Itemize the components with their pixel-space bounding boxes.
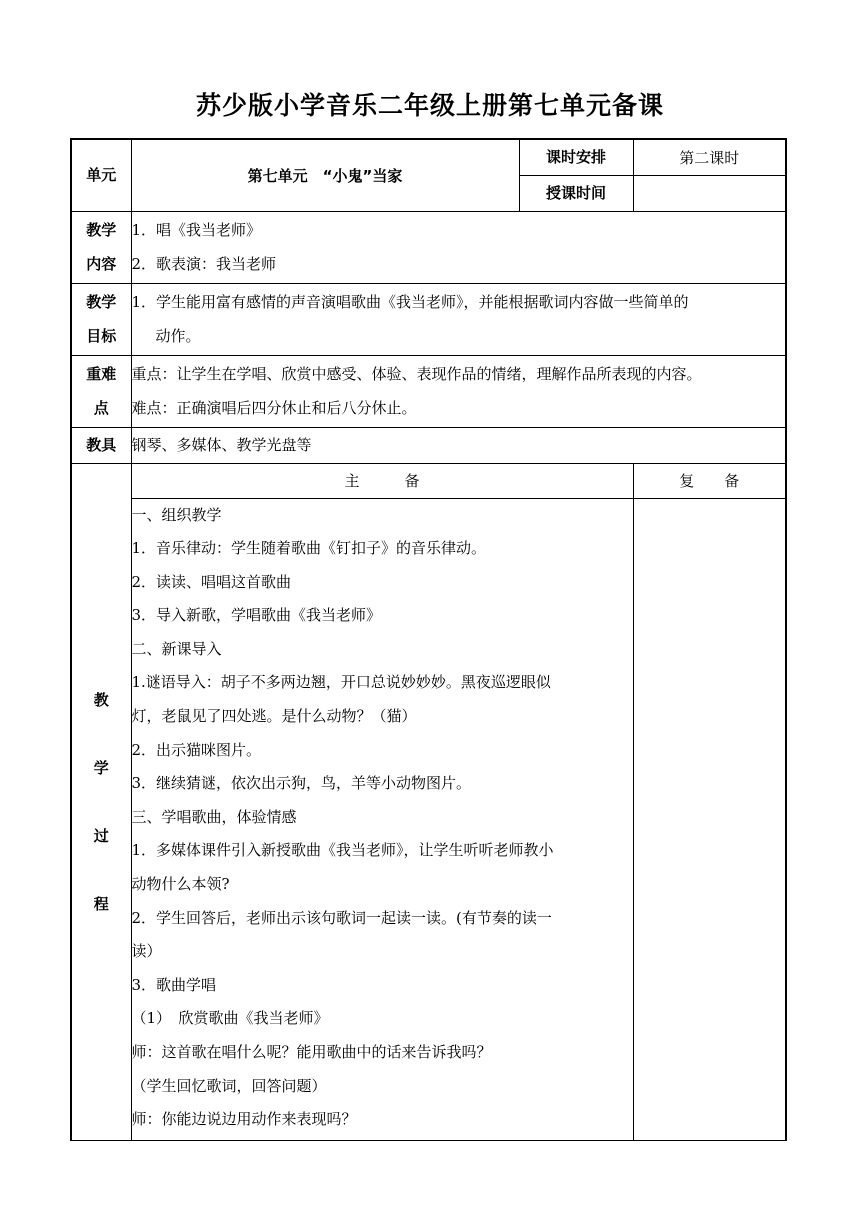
tools-text: 钢琴、多媒体、教学光盘等: [131, 436, 312, 454]
process-line: 2．学生回答后，老师出示该句歌词一起读一读。(有节奏的读一: [131, 908, 552, 927]
process-line: （1） 欣赏歌曲《我当老师》: [131, 1009, 329, 1028]
teaching-time-value: [633, 175, 786, 211]
lesson-plan-table: [70, 138, 787, 1141]
process-line: 3．继续猜谜，依次出示狗，鸟，羊等小动物图片。: [131, 774, 472, 793]
goals-label: [71, 283, 131, 355]
process-label: [71, 463, 131, 1140]
process-line: 二、新课导入: [131, 639, 222, 658]
key-point: 重点：让学生在学唱、欣赏中感受、体验、表现作品的情绪，理解作品所表现的内容。: [131, 365, 702, 383]
content-item: 1．唱《我当老师》: [131, 221, 262, 239]
process-line: 师：这首歌在唱什么呢？能用歌曲中的话来告诉我吗？: [131, 1043, 492, 1061]
goals-label-line-2: 目标: [86, 327, 117, 345]
tools-label: 教具: [71, 427, 131, 463]
goal-line: 动作。: [155, 327, 201, 345]
process-line: 一、组织教学: [131, 505, 222, 524]
process-line: 三、学唱歌曲，体验情感: [131, 807, 297, 826]
content-label-line-1: 教学: [86, 221, 117, 239]
process-line: 2．出示猫咪图片。: [131, 740, 262, 759]
review-prep-body: [633, 498, 786, 1140]
hard-point: 难点：正确演唱后四分休止和后八分休止。: [131, 399, 417, 417]
process-line: 师：你能边说边用动作来表现吗？: [131, 1110, 357, 1129]
schedule-label: 课时安排: [519, 139, 633, 175]
unit-title: 第七单元 “小鬼”当家: [131, 139, 519, 211]
process-label-char: 教: [93, 690, 109, 709]
difficulty-label-line-2: 点: [93, 399, 109, 417]
difficulty-label-line-1: 重难: [86, 365, 117, 383]
review-prep-header: 复 备: [633, 463, 786, 498]
unit-label: 单元: [71, 139, 131, 211]
process-line: 灯，老鼠见了四处逃。是什么动物？（猫）: [131, 707, 417, 726]
process-line: 1.谜语导入：胡子不多两边翘，开口总说妙妙妙。黑夜巡逻眼似: [131, 673, 551, 692]
content-label: [71, 211, 131, 283]
tools-value: [131, 427, 786, 463]
teaching-time-label: 授课时间: [519, 175, 633, 211]
difficulty-cell: [131, 355, 786, 427]
process-line: 3．歌曲学唱: [131, 975, 217, 994]
main-prep-header: 主 备: [131, 463, 633, 498]
process-label-char: 程: [93, 894, 109, 913]
process-line: 1．多媒体课件引入新授歌曲《我当老师》，让学生听听老师教小: [131, 841, 554, 860]
process-line: 2．读读、唱唱这首歌曲: [131, 572, 292, 591]
goals-label-line-1: 教学: [86, 293, 117, 311]
content-cell: [131, 211, 786, 283]
process-line: 3．导入新歌，学唱歌曲《我当老师》: [131, 606, 382, 625]
goals-cell: [131, 283, 786, 355]
difficulty-label: [71, 355, 131, 427]
main-prep-body: [131, 498, 633, 1140]
process-label-char: 学: [93, 758, 109, 777]
process-line: 1．音乐律动：学生随着歌曲《钉扣子》的音乐律动。: [131, 539, 487, 558]
process-line: 读）: [131, 942, 162, 961]
content-item: 2．歌表演：我当老师: [131, 255, 277, 273]
page-title: 苏少版小学音乐二年级上册第七单元备课: [195, 91, 664, 120]
process-label-char: 过: [93, 826, 109, 845]
process-line: 动物什么本领?: [131, 875, 230, 894]
process-line: （学生回忆歌词，回答问题）: [131, 1076, 327, 1095]
goal-line: 1．学生能用富有感情的声音演唱歌曲《我当老师》，并能根据歌词内容做一些简单的: [131, 293, 689, 311]
process-lines: [132, 499, 633, 1137]
schedule-value: 第二课时: [633, 139, 786, 175]
content-label-line-2: 内容: [86, 255, 117, 273]
